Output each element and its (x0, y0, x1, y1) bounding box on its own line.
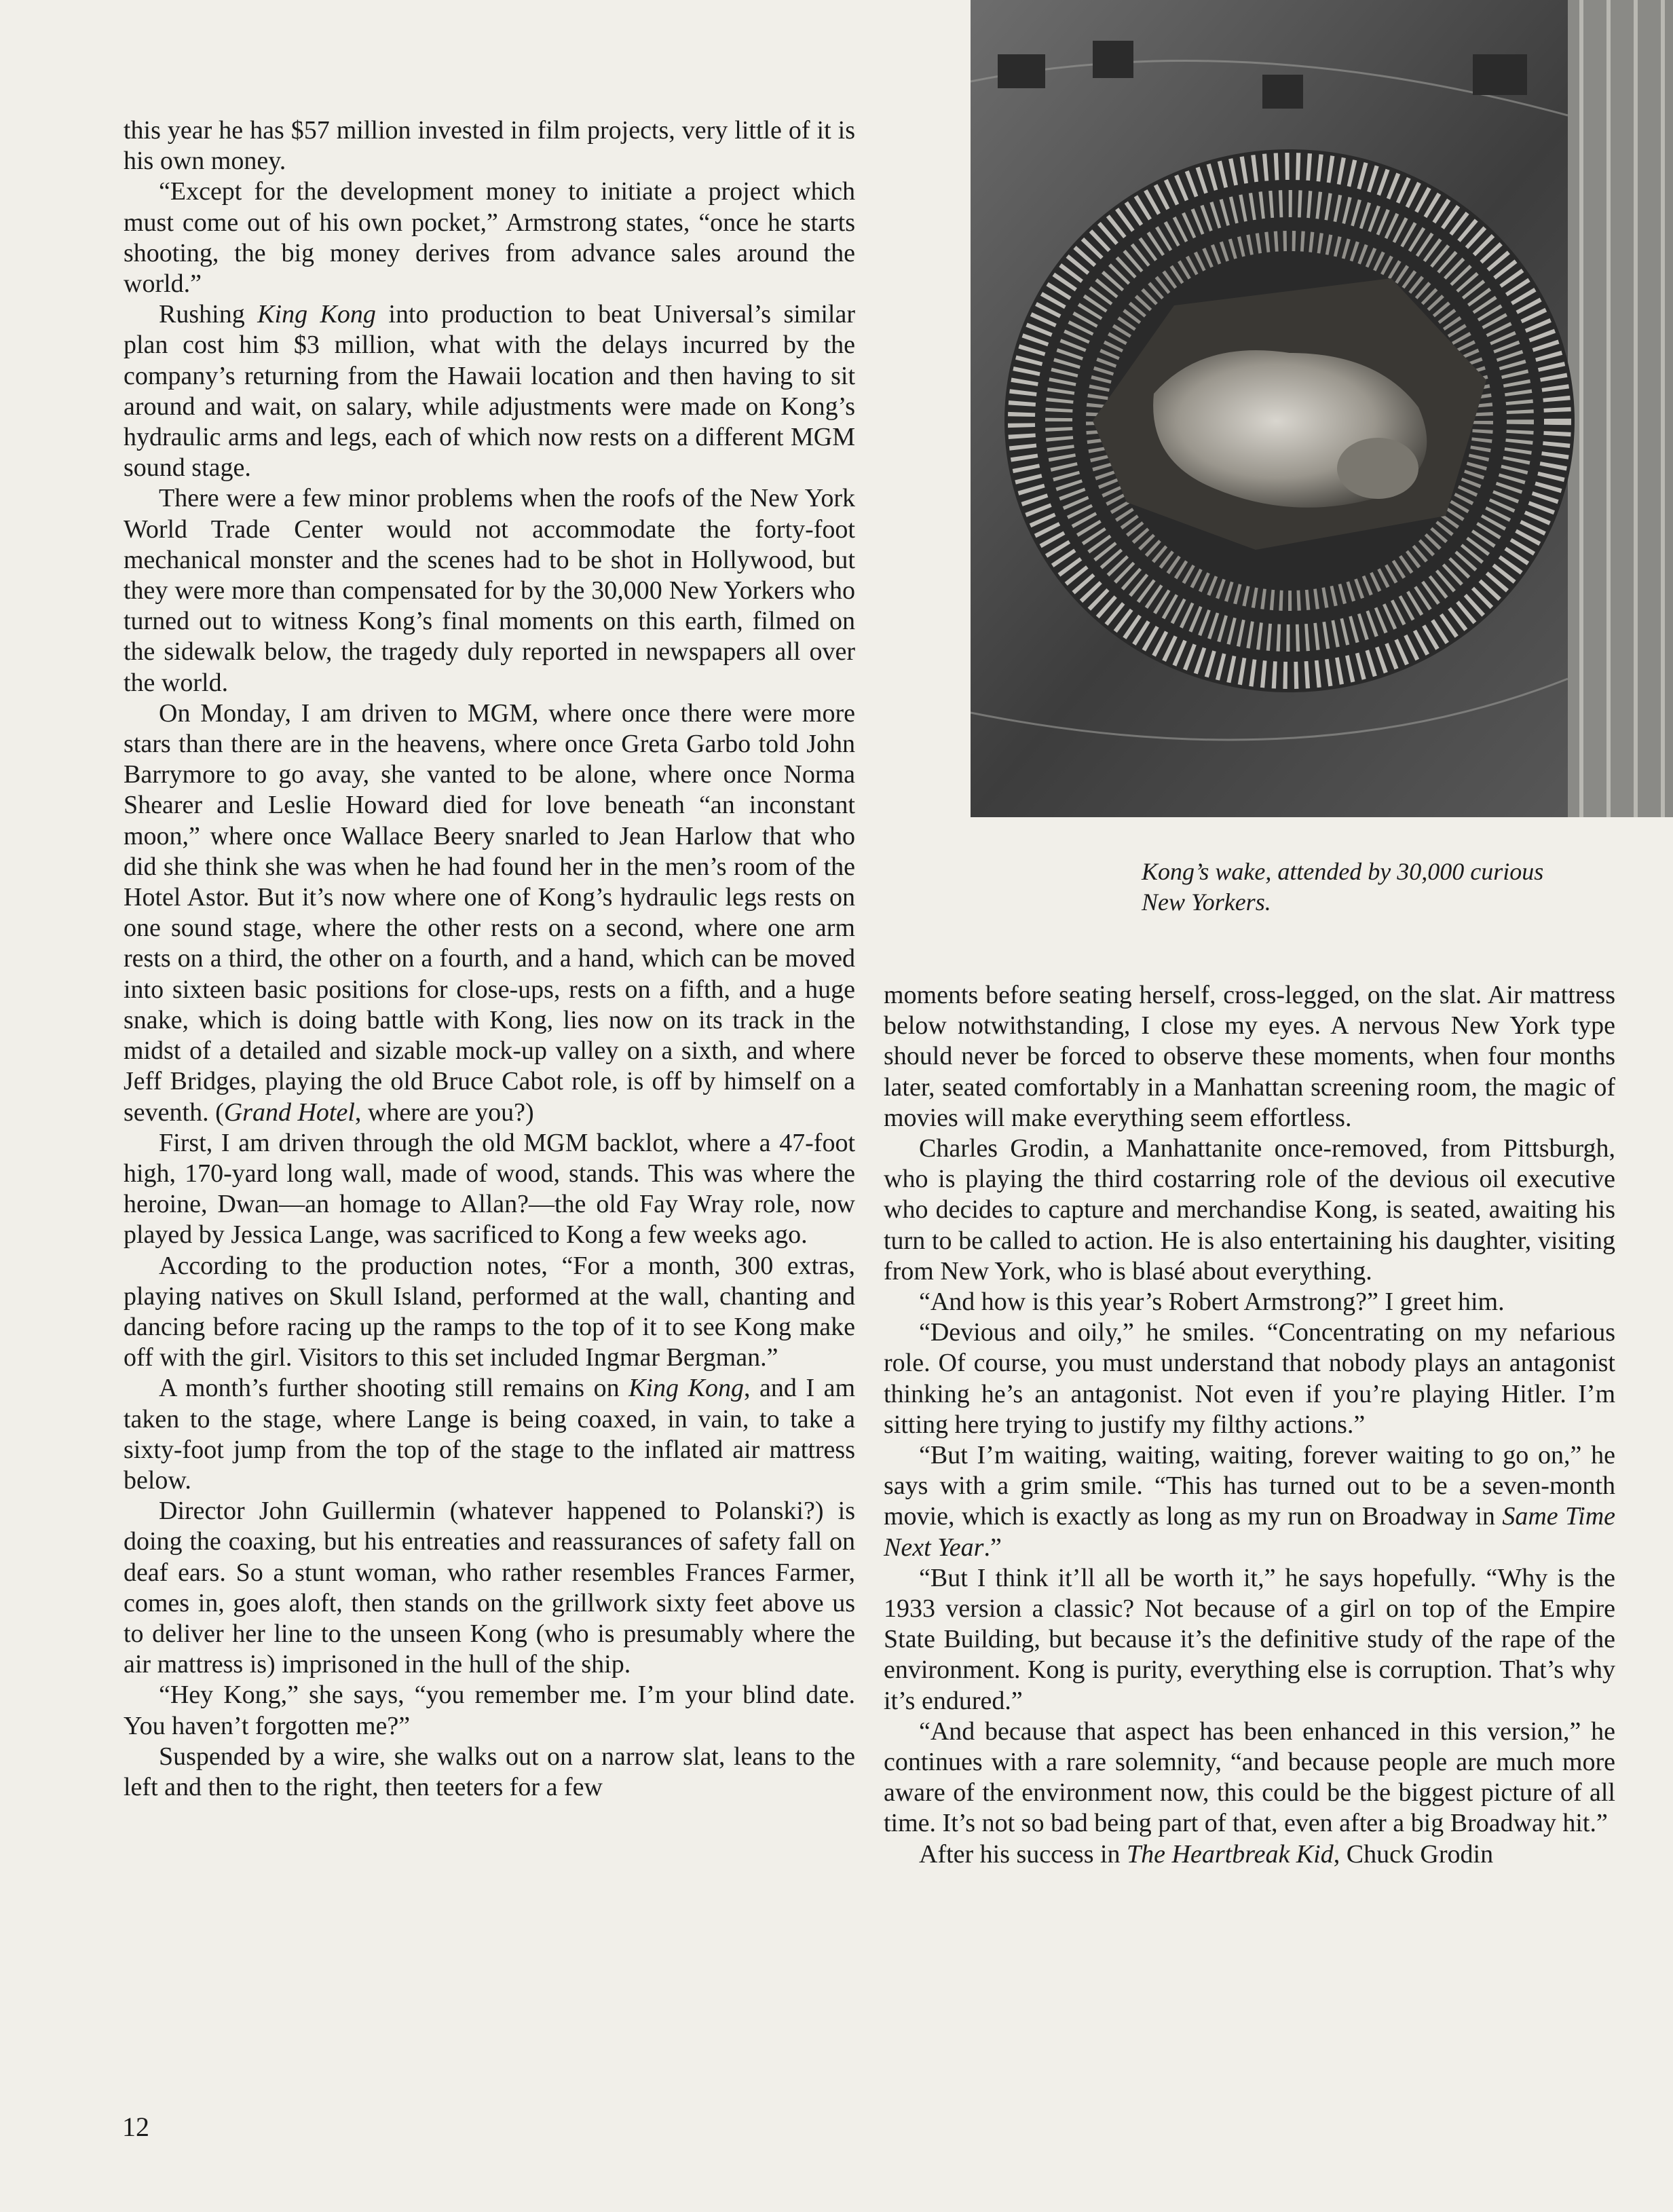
kong-wake-photo (971, 0, 1673, 817)
text-run: Rushing (159, 300, 258, 329)
text-run: , and I am taken to the stage, where Lange is being coaxed, in vain, to take a sixty-foot jump from the top of the stage to the inflated air mattress below. (124, 1374, 856, 1495)
paragraph: “But I think it’ll all be worth it,” he says hopefully. “Why is the 1933 version a classic? Not because of a girl on top of the Empire State Building, but because it’s the definitive study of the rape of the environment. Kong is purity, everything else is corruption. That’s why it’s endured.” (884, 1563, 1615, 1715)
text-run: A month’s further shooting still remains on (159, 1374, 629, 1403)
right-column (884, 980, 1615, 1870)
paragraph: this year he has $57 million invested in film projects, very little of it is his own money. (124, 116, 855, 176)
left-column (124, 115, 855, 1803)
photo-caption: Kong’s wake, attended by 30,000 curious New Yorkers. (1142, 858, 1544, 916)
page-number: 12 (122, 2112, 149, 2142)
text-run: ( (215, 1098, 224, 1127)
paragraph (124, 1373, 855, 1496)
paragraph: According to the production notes, “For a month, 300 extras, playing natives on Skull Island, performed at the wall, chanting and dancing before racing up the ramps to the top of it to see Kong make off with the girl. Visitors to this set included Ingmar Bergman.” (124, 1251, 855, 1372)
paragraph: “Devious and oily,” he smiles. “Concentrating on my nefarious role. Of course, you must understand that nobody plays an antagonist thinking he’s an antagonist. Not even if you’re playing Hitler. I’m sitting here trying to justify my filthy actions.” (884, 1318, 1615, 1439)
text-run: .” (983, 1533, 1002, 1562)
paragraph: “Except for the development money to initiate a project which must come out of his own pocket,” Armstrong states, “once he starts shooting, the big money derives from advance sales around the world.” (124, 177, 855, 299)
text-run: “But I’m waiting, waiting, waiting, forever waiting to go on,” he says with a grim smile. “This has turned out to be a seven-month movie, which is exactly as long as my run on Broadway in (884, 1441, 1615, 1531)
paragraph: “Hey Kong,” she says, “you remember me. I’m your blind date. You haven’t forgotten me?” (124, 1681, 855, 1740)
paragraph: “And how is this year’s Robert Armstrong?” I greet him. (919, 1288, 1505, 1317)
paragraph: “And because that aspect has been enhanced in this version,” he continues with a rare solemnity, “and because people are much more aware of the environment now, this could be the biggest picture of all time. It’s not so bad being part of that, even after a big Broadway hit.” (884, 1717, 1615, 1838)
crowd-photo-illustration (971, 0, 1673, 817)
paragraph: Director John Guillermin (whatever happened to Polanski?) is doing the coaxing, but his entreaties and reassurances of safety fall on deaf ears. So a stunt woman, who rather resembles Frances Farmer, comes in, goes aloft, then stands on the grillwork sixty feet above us to deliver her line to the unseen Kong (who is presumably where the air mattress is) imprisoned in the hull of the ship. (124, 1497, 855, 1679)
film-title: King Kong (628, 1374, 744, 1403)
text-run: , where are you?) (354, 1098, 534, 1127)
paragraph: moments before seating herself, cross-legged, on the slat. Air mattress below notwithstanding, I close my eyes. A nervous New York type should never be forced to observe these moments, when four months later, seated comfortably in a Manhattan screening room, the magic of movies will make everything seem effortless. (884, 981, 1615, 1132)
play-title: Same Time Next Year (884, 1502, 1615, 1562)
text-run: After his success in (919, 1839, 1127, 1869)
paragraph (124, 299, 855, 483)
paragraph: Charles Grodin, a Manhattanite once-removed, from Pittsburgh, who is playing the third costarring role of the devious oil executive who decides to capture and merchandise Kong, is seated, awaiting his turn to be called to action. He is also entertaining his daughter, visiting from New York, who is blasé about everything. (884, 1134, 1615, 1286)
paragraph: Suspended by a wire, she walks out on a narrow slat, leans to the left and then to the right, then teeters for a few (124, 1742, 855, 1801)
text-run: into production to beat Universal’s similar plan cost him $3 million, what with the delays incurred by the company’s returning from the Hawaii location and then having to sit around and wait, on salary, while adjustments were made on Kong’s hydraulic arms and legs, each of which now rests on a different MGM sound stage. (124, 300, 855, 483)
paragraph (884, 1839, 1615, 1870)
text-run: On Monday, I am driven to MGM, where once there were more stars than there are in the heavens, where once Greta Garbo told John Barrymore to go avay, she vanted to be alone, where once Norma Shearer and Leslie Howard died for love beneath “an inconstant moon,” where once Wallace Beery snarled to Jean Harlow that who did she think she was when he had found her in the men’s room of the Hotel Astor. But it’s now where one of Kong’s hydraulic legs rests on one sound stage, where the other rests on a second, where one arm rests on a third, the other on a fourth, and a hand, which can be moved into sixteen basic positions for close-ups, rests on a fifth, and a huge snake, which is doing battle with Kong, lies now on its track in the midst of a detailed and sizable mock-up valley on a sixth, and where Jeff Bridges, playing the old Bruce Cabot role, is off by himself on a seventh. (124, 698, 855, 1127)
paragraph: First, I am driven through the old MGM backlot, where a 47-foot high, 170-yard long wall, made of wood, stands. This was where the heroine, Dwan—an homage to Allan?—the old Fay Wray role, now played by Jessica Lange, was sacrificed to Kong a few weeks ago. (124, 1128, 855, 1250)
film-title: The Heartbreak Kid (1127, 1839, 1334, 1869)
paragraph: There were a few minor problems when the roofs of the New York World Trade Center would not accommodate the forty-foot mechanical monster and the scenes had to be shot in Hollywood, but they were more than compensated for by the 30,000 New Yorkers who turned out to witness Kong’s final moments on this earth, filmed on the sidewalk below, the tragedy duly reported in newspapers all over the world. (124, 484, 855, 697)
paragraph (124, 698, 855, 1128)
film-title: King Kong (257, 300, 376, 329)
paragraph (884, 1440, 1615, 1563)
film-title: Grand Hotel (223, 1098, 355, 1127)
text-run: , Chuck Grodin (1333, 1839, 1494, 1869)
